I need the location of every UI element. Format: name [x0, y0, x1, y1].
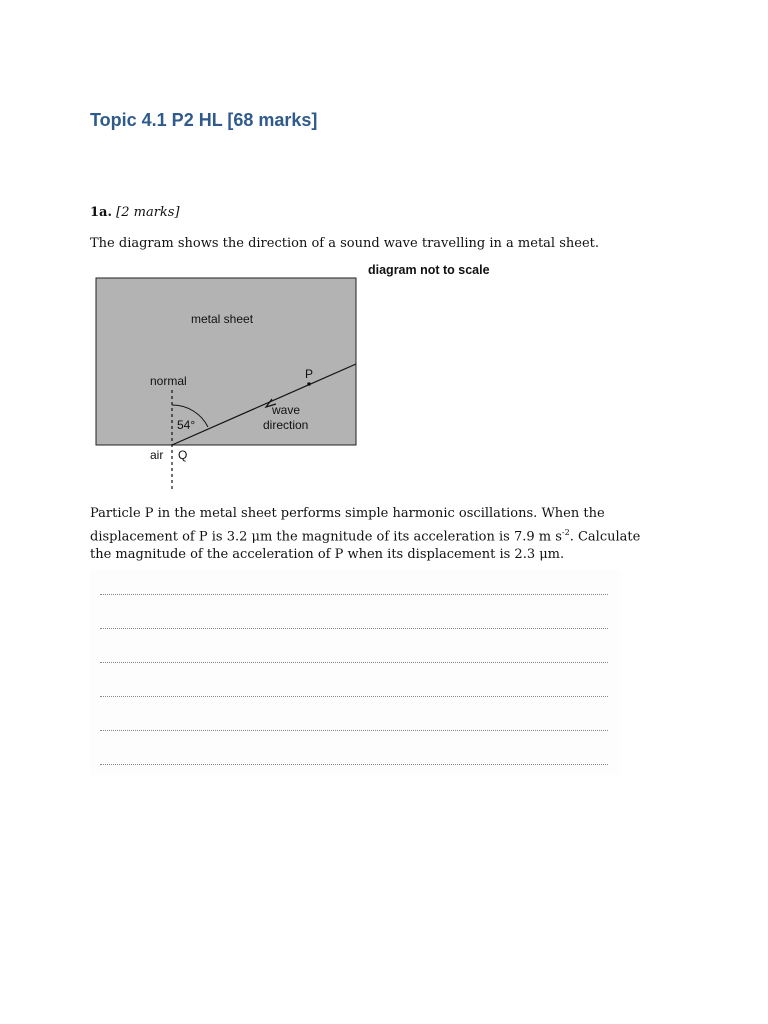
angle-label: 54°: [177, 418, 196, 432]
question-marks: [2 marks]: [116, 205, 180, 220]
question-number: 1a.: [90, 205, 112, 220]
question-body-main: Particle P in the metal sheet performs simple harmonic oscillations. When the displacement of P is 3.2 μm the magnitude of its acceleration is 7.9 m s: [90, 506, 605, 544]
unit-exponent: -2: [561, 527, 570, 537]
wave-label: wave: [272, 403, 301, 417]
answer-line[interactable]: [100, 662, 608, 663]
answer-line[interactable]: [100, 628, 608, 629]
metal-sheet-label: metal sheet: [191, 312, 254, 326]
answer-line[interactable]: [100, 730, 608, 731]
question-intro: The diagram shows the direction of a sound wave travelling in a metal sheet.: [90, 236, 599, 251]
q-label: Q: [178, 448, 188, 462]
page-title: Topic 4.1 P2 HL [68 marks]: [90, 110, 318, 130]
answer-line[interactable]: [100, 594, 608, 595]
answer-line[interactable]: [100, 696, 608, 697]
answer-line[interactable]: [100, 764, 608, 765]
question-body: [90, 505, 650, 565]
p-label: P: [305, 367, 314, 381]
question-body-end: . Calculate the magnitude of the acceleration of P when its displacement is 2.3 μm.: [90, 528, 641, 563]
air-label: air: [150, 448, 164, 462]
metal-sheet-rect: [96, 278, 356, 445]
particle-p-dot: [307, 382, 311, 386]
normal-label: normal: [150, 374, 187, 388]
answer-area[interactable]: [90, 570, 620, 775]
direction-label: direction: [263, 418, 309, 432]
diagram-note: diagram not to scale: [368, 263, 490, 277]
